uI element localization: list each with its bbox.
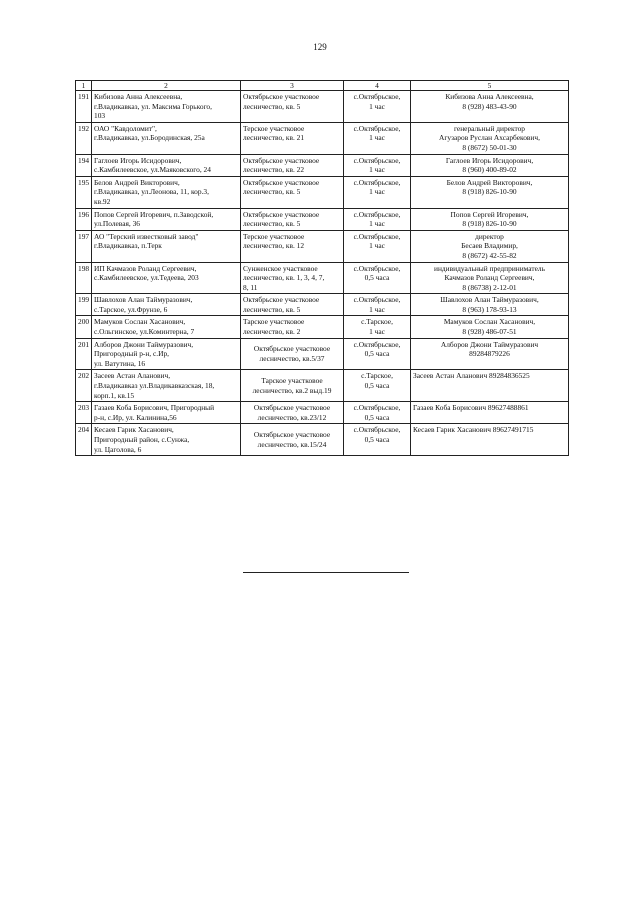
cell-text-line: Засеев Астан Аланович 89284836525 bbox=[413, 371, 530, 381]
table-row bbox=[76, 262, 569, 294]
cell-text-line: 8 (8672) 50-01-30 bbox=[462, 142, 517, 152]
row-number: 200 bbox=[76, 316, 92, 338]
row-number: 203 bbox=[76, 402, 92, 424]
cell-text-line: 89284879226 bbox=[469, 349, 510, 359]
forestry-location-cell bbox=[241, 176, 344, 208]
cell-text-line: Терское участковое bbox=[243, 231, 305, 241]
forestry-location-cell bbox=[241, 262, 344, 294]
organization-cell bbox=[92, 338, 241, 370]
table-row bbox=[76, 208, 569, 230]
cell-text-line: Кесаев Гарик Хасанович 89627491715 bbox=[413, 425, 534, 435]
cell-text-line: Октябрьское участковое bbox=[253, 403, 331, 413]
cell-text-line: Октябрьское участковое bbox=[253, 344, 331, 354]
cell-text-line: г.Владикавказ ул.Владикавказская, 18, bbox=[94, 381, 215, 391]
cell-text-line: 1 час bbox=[369, 133, 385, 143]
table-row bbox=[76, 294, 569, 316]
cell-text-line: с.Октябрьское, bbox=[353, 123, 401, 133]
cell-text-line: генеральный директор bbox=[454, 123, 525, 133]
row-number: 192 bbox=[76, 122, 92, 154]
contact-cell bbox=[411, 294, 569, 316]
organization-cell bbox=[92, 294, 241, 316]
row-number: 198 bbox=[76, 262, 92, 294]
contact-cell bbox=[411, 91, 569, 123]
cell-text-line: 0,5 часа bbox=[364, 273, 390, 283]
cell-text-line: Тарское участковое bbox=[243, 317, 305, 327]
organization-cell bbox=[92, 262, 241, 294]
cell-text-line: директор bbox=[475, 231, 504, 241]
travel-time-cell bbox=[344, 122, 411, 154]
cell-text-line: лесничество, кв. 5 bbox=[243, 304, 301, 314]
cell-text-line: Мамуков Сослан Хасанович, bbox=[94, 317, 186, 327]
contact-cell bbox=[411, 424, 569, 456]
cell-text-line: с.Октябрьское, bbox=[353, 177, 401, 187]
organization-cell bbox=[92, 230, 241, 262]
travel-time-cell bbox=[344, 208, 411, 230]
cell-text-line: с.Октябрьское, bbox=[353, 263, 401, 273]
cell-text-line: АО "Терский известковый завод" bbox=[94, 231, 199, 241]
organization-cell bbox=[92, 91, 241, 123]
cell-text-line: лесничество, кв. 22 bbox=[243, 165, 305, 175]
cell-text-line: Октябрьское участковое bbox=[253, 430, 331, 440]
travel-time-cell bbox=[344, 316, 411, 338]
forestry-location-cell bbox=[241, 316, 344, 338]
travel-time-cell bbox=[344, 91, 411, 123]
forestry-location-cell bbox=[241, 424, 344, 456]
cell-text-line: Пригородный р-н, с.Ир, bbox=[94, 349, 170, 359]
cell-text-line: Октябрьское участковое bbox=[243, 177, 320, 187]
cell-text-line: г.Владикавказ, ул.Леонова, 11, кор.3, bbox=[94, 187, 209, 197]
travel-time-cell bbox=[344, 154, 411, 176]
column-header-4: 4 bbox=[344, 81, 411, 91]
forestry-location-cell bbox=[241, 208, 344, 230]
travel-time-cell bbox=[344, 262, 411, 294]
travel-time-cell bbox=[344, 424, 411, 456]
table-row bbox=[76, 316, 569, 338]
cell-text-line: 0,5 часа bbox=[364, 412, 390, 422]
cell-text-line: Попов Сергей Игоревич, п.Заводской, bbox=[94, 209, 214, 219]
cell-text-line: Октябрьское участковое bbox=[243, 209, 320, 219]
cell-text-line: с.Октябрьское, bbox=[353, 92, 401, 101]
travel-time-cell bbox=[344, 230, 411, 262]
contact-cell bbox=[411, 370, 569, 402]
cell-text-line: Качмазов Роланд Сергеевич, bbox=[444, 273, 535, 283]
forestry-location-cell bbox=[241, 338, 344, 370]
contact-cell bbox=[411, 316, 569, 338]
cell-text-line: 8 (918) 826-10-90 bbox=[462, 219, 517, 229]
travel-time-cell bbox=[344, 338, 411, 370]
cell-text-line: 1 час bbox=[369, 219, 385, 229]
cell-text-line: с.Тарское, bbox=[361, 371, 393, 381]
cell-text-line: Шавлохов Алан Таймуразович, bbox=[94, 295, 193, 305]
table-row bbox=[76, 424, 569, 456]
cell-text-line: 103 bbox=[94, 111, 106, 121]
page-number: 129 bbox=[313, 42, 327, 52]
cell-text-line: 1 час bbox=[369, 187, 385, 197]
contact-cell bbox=[411, 122, 569, 154]
cell-text-line: с.Камбилеевское, ул.Маяковского, 24 bbox=[94, 165, 211, 175]
forestry-location-cell bbox=[241, 370, 344, 402]
table-row bbox=[76, 338, 569, 370]
forestry-location-cell bbox=[241, 294, 344, 316]
cell-text-line: лесничество, кв.2 выд.19 bbox=[252, 385, 332, 395]
cell-text-line: ул. Ватутина, 16 bbox=[94, 358, 146, 368]
cell-text-line: 1 час bbox=[369, 241, 385, 251]
cell-text-line: с.Октябрьское, bbox=[353, 295, 401, 305]
column-header-1: 1 bbox=[76, 81, 92, 91]
contact-cell bbox=[411, 338, 569, 370]
cell-text-line: с.Октябрьское, bbox=[353, 209, 401, 219]
travel-time-cell bbox=[344, 402, 411, 424]
cell-text-line: 8 (963) 178-93-13 bbox=[462, 304, 517, 314]
forestry-location-cell bbox=[241, 154, 344, 176]
cell-text-line: Алборов Джони Таймуразович bbox=[440, 339, 539, 349]
cell-text-line: Газаев Коба Борисович, Пригородный bbox=[94, 403, 215, 413]
travel-time-cell bbox=[344, 370, 411, 402]
cell-text-line: Терское участковое bbox=[243, 123, 305, 133]
cell-text-line: с.Камбилеевское, ул.Тедеева, 203 bbox=[94, 273, 199, 283]
table-row bbox=[76, 176, 569, 208]
cell-text-line: с.Тарское, ул.Фрунзе, 6 bbox=[94, 304, 168, 314]
cell-text-line: ОАО "Кавдоломит", bbox=[94, 123, 157, 133]
cell-text-line: с.Октябрьское, bbox=[353, 425, 401, 435]
cell-text-line: Белов Андрей Викторович, bbox=[94, 177, 180, 187]
organization-cell bbox=[92, 208, 241, 230]
cell-text-line: Агузаров Руслан Ахсарбекович, bbox=[439, 133, 540, 143]
cell-text-line: Мамуков Сослан Хасанович, bbox=[443, 317, 536, 327]
cell-text-line: Попов Сергей Игоревич, bbox=[450, 209, 529, 219]
table-row bbox=[76, 370, 569, 402]
contact-cell bbox=[411, 176, 569, 208]
contact-cell bbox=[411, 208, 569, 230]
cell-text-line: 8 (928) 483-43-90 bbox=[462, 101, 517, 111]
cell-text-line: Гаглоев Игорь Исидорович, bbox=[445, 155, 534, 165]
cell-text-line: Тарское участковое bbox=[261, 376, 323, 386]
table-body bbox=[76, 91, 569, 456]
cell-text-line: лесничество, кв. 2 bbox=[243, 327, 301, 337]
cell-text-line: лесничество, кв. 1, 3, 4, 7, bbox=[243, 273, 325, 283]
cell-text-line: с.Ольгинское, ул.Коминтерна, 7 bbox=[94, 327, 195, 337]
cell-text-line: лесничество, кв. 5 bbox=[243, 187, 301, 197]
table-row bbox=[76, 154, 569, 176]
cell-text-line: лесничество, кв.23/12 bbox=[257, 412, 327, 422]
column-header-2: 2 bbox=[92, 81, 241, 91]
cell-text-line: 8, 11 bbox=[243, 282, 258, 292]
row-number: 202 bbox=[76, 370, 92, 402]
cell-text-line: Октябрьское участковое bbox=[243, 155, 320, 165]
row-number: 196 bbox=[76, 208, 92, 230]
cell-text-line: 8 (928) 486-07-51 bbox=[462, 327, 517, 337]
column-header-5: 5 bbox=[411, 81, 569, 91]
cell-text-line: Газаев Коба Борисович 89627488861 bbox=[413, 403, 529, 413]
cell-text-line: 1 час bbox=[369, 304, 385, 314]
cell-text-line: с.Октябрьское, bbox=[353, 155, 401, 165]
table-row bbox=[76, 122, 569, 154]
travel-time-cell bbox=[344, 294, 411, 316]
cell-text-line: ул.Полевая, 36 bbox=[94, 219, 140, 229]
cell-text-line: Пригородный район, с.Сунжа, bbox=[94, 435, 190, 444]
row-number: 197 bbox=[76, 230, 92, 262]
organization-cell bbox=[92, 424, 241, 456]
cell-text-line: 1 час bbox=[369, 165, 385, 175]
cell-text-line: лесничество, кв. 12 bbox=[243, 241, 305, 251]
cell-text-line: Шавлохов Алан Таймуразович, bbox=[440, 295, 539, 305]
cell-text-line: лесничество, кв.5/37 bbox=[259, 354, 325, 364]
cell-text-line: Засеев Астан Аланович, bbox=[94, 371, 171, 381]
organization-cell bbox=[92, 402, 241, 424]
cell-text-line: 8 (918) 826-10-90 bbox=[462, 187, 517, 197]
cell-text-line: Октябрьское участковое bbox=[243, 92, 320, 101]
organization-cell bbox=[92, 316, 241, 338]
row-number: 195 bbox=[76, 176, 92, 208]
contact-cell bbox=[411, 262, 569, 294]
row-number: 201 bbox=[76, 338, 92, 370]
organization-cell bbox=[92, 370, 241, 402]
cell-text-line: индивидуальный предприниматель bbox=[434, 263, 545, 273]
cell-text-line: Белов Андрей Викторович, bbox=[446, 177, 533, 187]
cell-text-line: 8 (86738) 2-12-01 bbox=[462, 282, 517, 292]
cell-text-line: кв.92 bbox=[94, 196, 111, 206]
table-row bbox=[76, 402, 569, 424]
cell-text-line: 1 час bbox=[369, 327, 385, 337]
travel-time-cell bbox=[344, 176, 411, 208]
cell-text-line: с.Октябрьское, bbox=[353, 339, 401, 349]
cell-text-line: 0,5 часа bbox=[364, 381, 390, 391]
forestry-location-cell bbox=[241, 91, 344, 123]
table-row bbox=[76, 91, 569, 123]
cell-text-line: 8 (8672) 42-55-82 bbox=[462, 250, 517, 260]
cell-text-line: г.Владикавказ, ул. Максима Горького, bbox=[94, 101, 212, 111]
forestry-location-cell bbox=[241, 230, 344, 262]
forestry-location-cell bbox=[241, 402, 344, 424]
table-header-row bbox=[76, 81, 569, 91]
row-number: 191 bbox=[76, 91, 92, 123]
cell-text-line: ул. Цаголова, 6 bbox=[94, 444, 142, 454]
cell-text-line: Октябрьское участковое bbox=[243, 295, 320, 305]
cell-text-line: ИП Качмазов Роланд Сергеевич, bbox=[94, 263, 197, 273]
cell-text-line: Сунженское участковое bbox=[243, 263, 318, 273]
cell-text-line: г.Владикавказ, ул.Бородинская, 25а bbox=[94, 133, 205, 143]
row-number: 199 bbox=[76, 294, 92, 316]
cell-text-line: 0,5 часа bbox=[364, 435, 390, 444]
cell-text-line: корп.1, кв.15 bbox=[94, 390, 135, 400]
column-header-3: 3 bbox=[241, 81, 344, 91]
cell-text-line: лесничество, кв. 21 bbox=[243, 133, 305, 143]
cell-text-line: с.Октябрьское, bbox=[353, 231, 401, 241]
cell-text-line: 1 час bbox=[369, 101, 385, 111]
cell-text-line: лесничество, кв. 5 bbox=[243, 101, 301, 111]
cell-text-line: 8 (960) 400-89-02 bbox=[462, 165, 517, 175]
organization-cell bbox=[92, 122, 241, 154]
forestry-location-cell bbox=[241, 122, 344, 154]
cell-text-line: Кесаев Гарик Хасанович, bbox=[94, 425, 174, 435]
cell-text-line: с.Октябрьское, bbox=[353, 403, 401, 413]
contact-cell bbox=[411, 402, 569, 424]
organization-cell bbox=[92, 176, 241, 208]
contact-cell bbox=[411, 154, 569, 176]
contact-cell bbox=[411, 230, 569, 262]
cell-text-line: р-н, с.Ир, ул. Калинина,56 bbox=[94, 412, 177, 422]
separator-line bbox=[243, 572, 409, 573]
cell-text-line: лесничество, кв.15/24 bbox=[257, 439, 327, 449]
row-number: 194 bbox=[76, 154, 92, 176]
row-number: 204 bbox=[76, 424, 92, 456]
cell-text-line: г.Владикавказ, п.Терк bbox=[94, 241, 162, 251]
cell-text-line: Кибизова Анна Алексеевна, bbox=[94, 92, 183, 101]
cell-text-line: 0,5 часа bbox=[364, 349, 390, 359]
cell-text-line: Кибизова Анна Алексеевна, bbox=[445, 92, 534, 101]
cell-text-line: Гаглоев Игорь Исидорович, bbox=[94, 155, 182, 165]
table-row bbox=[76, 230, 569, 262]
cell-text-line: с.Тарское, bbox=[361, 317, 393, 327]
organization-cell bbox=[92, 154, 241, 176]
cell-text-line: Бесаев Владимир, bbox=[461, 241, 518, 251]
cell-text-line: лесничество, кв. 5 bbox=[243, 219, 301, 229]
registry-table bbox=[75, 80, 569, 456]
cell-text-line: Алборов Джони Таймуразович, bbox=[94, 339, 194, 349]
